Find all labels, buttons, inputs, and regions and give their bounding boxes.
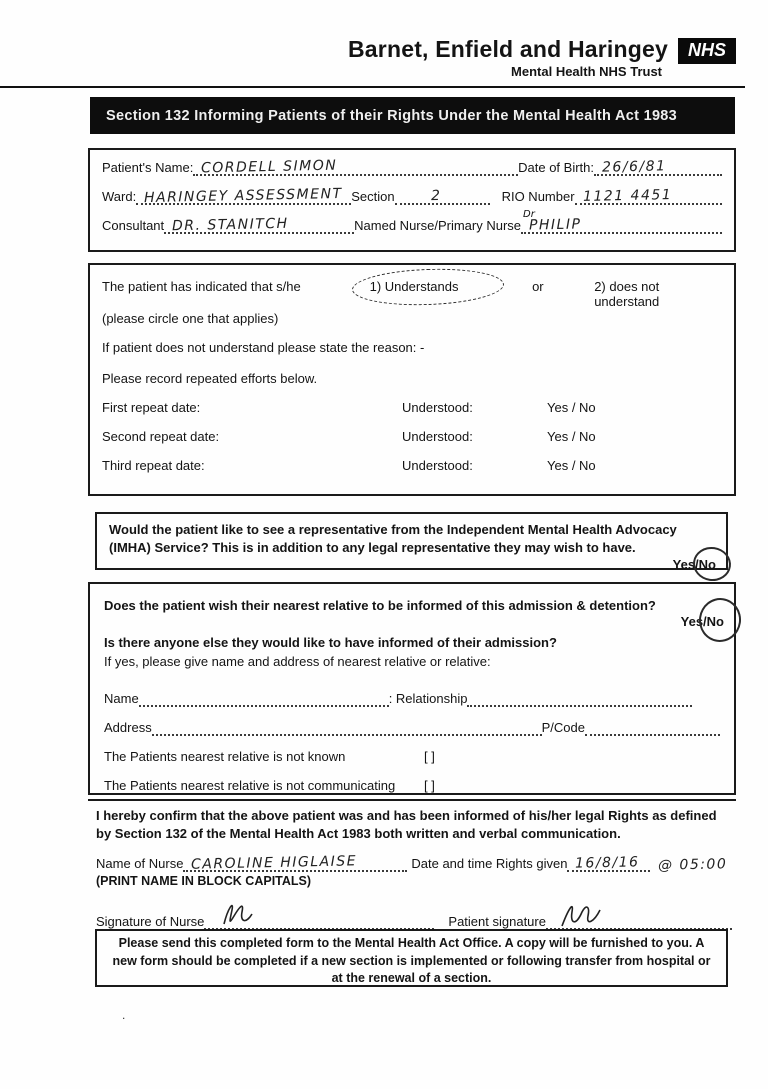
relationship-label: : Relationship [388,691,468,706]
consultant-field [164,215,354,235]
dob-label: Date of Birth: [518,160,594,175]
option-not-understand: 2) does not understand [594,279,660,309]
patient-name-row [102,157,722,177]
not-communicating-checkbox: [ ] [424,778,435,793]
named-nurse-label: Named Nurse/Primary Nurse [354,218,522,233]
relative-yesno-label: Yes/No [680,614,724,629]
rights-date-label: Date and time Rights given [411,856,568,872]
footer-notice-box [95,929,728,987]
relative-q2: Is there anyone else they would like to have informed of their admission? [104,635,557,650]
reason-prompt [102,340,722,355]
named-nurse-value: PHILIP [528,216,582,234]
ward-row [102,185,722,207]
patient-signature-field [546,914,732,930]
confirmation-statement: I hereby confirm that the above patient was and has been informed of his/her legal Rights as defined by Section 132 of the Mental Health Act 1983 both written and verbal communication. [96,808,717,841]
consultant-label: Consultant [102,218,165,233]
imha-yesno [673,557,716,572]
form-title: Section 132 Informing Patients of their Rights Under the Mental Health Act 1983 [106,107,678,124]
nurse-name-value: CAROLINE HIGLAISE [191,853,358,873]
circle-instruction-label: (please circle one that applies) [102,311,279,326]
address-label: Address [104,720,152,735]
patient-details-box [88,148,736,252]
dob-field [594,160,722,176]
repeat-2-yesno: Yes / No [547,429,596,444]
relative-address-row [104,720,720,736]
relative-name-row [104,691,720,707]
rio-label: RIO Number [501,189,575,204]
rights-time-value: @ 05:00 [657,856,728,874]
header-divider [0,86,745,88]
patient-signature-mark [556,898,636,930]
repeat-1-understood: Understood: [402,400,473,415]
not-known-row [104,749,720,764]
ward-field [136,185,351,207]
option-understands-label: 1) Understands [369,279,459,294]
nurse-name-field [183,853,407,873]
option-understands [370,279,532,309]
indication-row [102,279,722,309]
repeat-1-label: First repeat date: [102,400,201,415]
address-field [152,720,542,736]
relationship-field [467,691,692,707]
dob-value: 26/6/81 [601,158,667,176]
patient-name-value: CORDELL SIMON [201,157,338,177]
understands-circle-mark [351,266,504,307]
trust-subtitle: Mental Health NHS Trust [511,64,662,79]
repeat-row-3 [102,458,722,473]
circle-instruction [102,311,722,326]
named-nurse-field [521,209,722,234]
block-capitals-note: (PRINT NAME IN BLOCK CAPITALS) [96,874,312,889]
repeat-3-label: Third repeat date: [102,458,205,473]
reason-prompt-label: If patient does not understand please state the reason: - [102,340,425,355]
rio-value: 1121 4451 [582,187,672,205]
nurse-name-row [96,853,732,874]
repeat-prompt-label: Please record repeated efforts below. [102,371,318,386]
nurse-name-label: Name of Nurse [96,856,184,872]
ward-value: HARINGEY ASSESSMENT [144,185,343,207]
not-known-label: The Patients nearest relative is not known [104,749,346,764]
rio-field [575,189,722,205]
repeat-3-yesno: Yes / No [547,458,596,473]
relative-q1: Does the patient wish their nearest relative to be informed of this admission & detention? [104,598,656,613]
signature-row [96,914,732,930]
pcode-label: P/Code [541,720,585,735]
patient-name-label: Patient's Name: [102,160,194,175]
relative-name-field [139,691,389,707]
form-title-bar [90,97,735,134]
imha-question: Would the patient like to see a representative from the Independent Mental Health Advocacy (IMHA) Service? This is in addition to any legal representative they may wish to have. [109,522,677,555]
not-communicating-label: The Patients nearest relative is not communicating [104,778,396,793]
confirmation-section [88,799,736,943]
nearest-relative-box [88,582,736,795]
imha-box [95,512,728,570]
indication-intro: The patient has indicated that s/he [102,279,301,294]
relative-q2-sub: If yes, please give name and address of nearest relative or relative: [104,654,491,669]
ward-label: Ward: [102,189,137,204]
nhs-logo-icon [678,38,736,64]
rights-date-value: 16/8/16 [575,854,641,872]
consultant-value: DR. STANITCH [172,215,289,235]
patient-signature-label: Patient signature [448,914,546,930]
or-label: or [532,279,544,294]
rights-date-field [567,856,649,872]
patient-name-field [193,157,518,177]
relative-q1-row [104,598,724,629]
rights-time-field [650,856,732,872]
footer-notice-text: Please send this completed form to the Mental Health Act Office. A copy will be furnished to you. A new form should be completed if a new section is implemented or following transfer from hospital or at the renewal of a section. [112,936,711,985]
nurse-signature-field [204,914,434,930]
relative-name-label: Name [104,691,139,706]
repeat-3-understood: Understood: [402,458,473,473]
consultant-row [102,209,722,235]
repeat-2-label: Second repeat date: [102,429,220,444]
repeat-2-understood: Understood: [402,429,473,444]
repeat-1-yesno: Yes / No [547,400,596,415]
trust-name: Barnet, Enfield and Haringey [348,36,668,62]
repeat-prompt [102,371,722,386]
nurse-signature-mark [218,898,288,928]
section-label: Section [351,189,395,204]
imha-yesno-label: Yes/No [672,557,716,572]
repeat-row-1 [102,400,722,415]
nhs-logo-text: NHS [687,39,726,60]
named-nurse-prefix: Dr [523,209,535,220]
section-field [395,189,490,205]
not-communicating-row [104,778,720,793]
repeat-row-2 [102,429,722,444]
pcode-field [585,720,720,736]
scan-artifact-dot: . [122,1008,126,1022]
relative-yesno [681,614,724,629]
not-known-checkbox: [ ] [424,749,435,764]
understanding-box [88,263,736,496]
nurse-signature-label: Signature of Nurse [96,914,205,930]
section-value: 2 [430,187,442,205]
